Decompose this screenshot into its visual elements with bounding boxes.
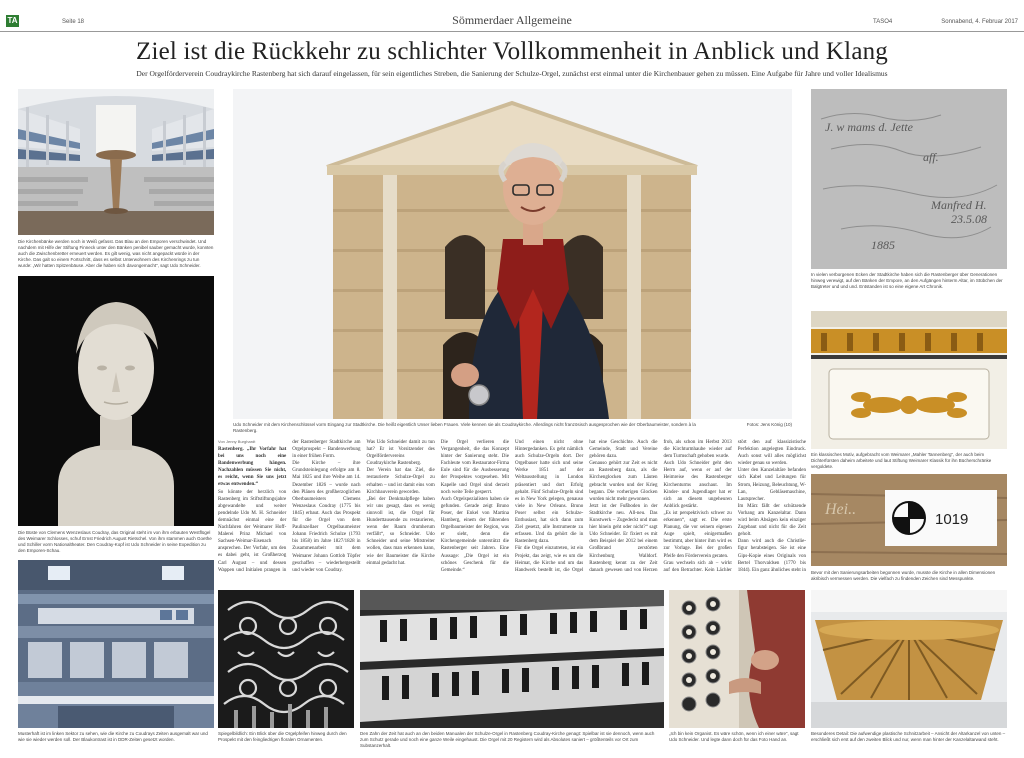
gilded-ornament-photo [811,311,1007,449]
organ-stops-caption: „Ich bin kein Organist. Es wäre schön, wenn ich einer wäre“, sagt Udo Schneider. Und legte dann doch für das Foto Hand an. [669,731,799,743]
issue-date: Sonnabend, 4. Februar 2017 [941,19,1018,25]
svg-text:23.5.08: 23.5.08 [951,212,987,226]
article-paragraph: Die Kirche – ihre Grundsteinlegung erfolgte am 8. Mai 1825 und ihre Weihe am 14. Dezember 1826 – wurde nach den Plänen des großherzoglichen Oberbaumeisters Clemens Wenzeslaus Coudray (1775 bis 1845) erbaut. Auch das Prospekt für die Orgel von dem Paulinzellaer Orgelbaumeister Johann Friedrich Schulze (1793 bis 1858) im Jahre 1827/1828 in Zusammenarbeit mit dem Weimarer Johann Gottlob Töpfer geschaffen – wiederhergestellt und wieder von Coudray. [292,461,361,573]
organ-stops-photo [669,590,805,728]
article-paragraph: Die Orgel verlieren die Vergangenheit, die das Konzept hinter der Sanierung steht. Die Fachleute vom Restaurator-Firma Eule sind für die Ausbesserung der Prospektes vorgesehen. Mit Kapelle und Orgel sind derzeit noch weite Teile gesperrt. [440,440,509,495]
wood-inscription-photo [811,89,1007,269]
page-number: Seite 18 [62,19,85,25]
article-paragraph: Und einen nicht ohne Hintergedanken. Es geht nämlich auch Schulze-Orgeln dort. Der Orgelbauer hatte sich und seine Werke 1851 auf der Weltausstellung in London präsentiert und dort Erfolg gehabt. Fünf Schulze-Orgeln sind es in New York gelegen, genauso viele in New Orleans. Bruno Poser selbst ein Schulze-Enthusiast, hat sich dann zum Ziel gesetzt, alle Instrumente zu erfassen. Und da gehört die in Rastenberg dazu. [515,440,584,545]
organ-keyboard-caption: Den Zahn der Zeit hat auch an den beiden Manualen der Schulze-Orgel in Rastenberg Coudray-Kirche genagt: Spielbar ist sie dennoch, wenn auch zum Schutz gerade und noch eine ganze Weile eingehaust. Die Orgel mit 20 Registern wird als Absolutes saniert – größtenteils vor Ort zum Substanzerhalt. [360,731,655,749]
article-paragraph: Genauso gehört zur Zeit es nicht an Rastenberg dazu, als die Kirchenglocken zum Läuten gebracht wurden und der Krieg begann. Die vorherigen Glocken wurden nicht mehr gewonnen. [589,461,658,502]
gallery-stairs-photo [18,560,214,728]
carved-ceiling-caption: Besonderes Detail: Die aufwendige plastische Schnitzarbeit – Ansicht der Altarkanzel von unten – erschließt sich erst auf den zweiten Blick und nur, wenn man hinter der Kanzelaltarwand steht. [811,731,1006,743]
survey-marker-caption: Bevor mit den Sanierungsarbeiten begonnen wurde, musste die Kirche in allen Dimensionen akribisch vermessen werden. Die vielfach zu findenden Zeichen sind Messpunkte. [811,570,996,582]
main-photo-udo-schneider [233,89,792,419]
organ-grille-caption: Spiegelbildlich: Ein Blick über die Orgelpfeifen hinweg durch den Prospekt mit den feingliedrigen floralen Ornamenten. [218,731,347,743]
article-byline: Von Jenny Burghardt [218,439,256,444]
svg-text:aff.: aff. [923,150,939,164]
article-paragraph: Dann wird auch die Christlie-figur herabsteigen. Sie ist eine Gips-Kopie eines Originals von Bertel Thorvaldsen (1770 bis 1844). Ein ganz ähnliches steht in [737,539,806,573]
article-paragraph: Grau wechseln sich ab – wirkt auf den Betrachter. Kein Lächler stört den auf klassizistische Perfektion angelegten Eindruck. Auch sonst will alles möglichst wieder genau so werden. [663,440,806,573]
article-paragraph: So könnte der herzlich von Rastenberg im Stiftstiftungsjahre abgewandelte und weiter pendelnde Udo M. H. Schneider demnächst einmal eine der Nachfahren der Weimarer Hoff-Malerei Prinz Michael von Sachsen-Weimar-Eisenach ansprechen. Der Vorfahr, um den es dabei geht, ist Großherzog Carl August – und dessen Wappen und Initialen prangen in der Rastenberger Stadtkirche am Orgelprospekt – Bandenwerbung in einer frühen Form. [218,440,361,573]
article-paragraph: Der Verein hat das Ziel, die restaurierte Schulze-Orgel zu erhalten – und ist damit eins vom Kirchbauverein geworden. [366,468,435,495]
article-paragraph: Unter den Kanzelaltäre befanden sich Kabel und Leitungen für Strom, Heizung, Beleuchtung, W-Lan, Gebläsemaschine, Lautsprecher. [737,468,806,502]
article-paragraph: Jetzt ist der Fußboden in der Stadtkirche neu. All-neu. Das Kunstwerk – Zugedeckt und man hier hinein geht oder nicht?“ sagt Udo Schneider. Er fixiert es mit dem Beispiel der 2012 bei einem Großbrand zerstörten Kirchenburg Walldorf. Rastenberg kennt zu der Zeit danach gewesen und von Herzen froh, als schon im Herbst 2013 die Kirchturmhaube wieder auf dem Turmschaft gehoben wurde. [589,440,732,573]
article-paragraph: Für die Orgel einzutreten, ist ein Projekt, das zeigt, wie es um die Heimat, die Kirche und um das Handwerk bestellt ist, die Orgel hat eine Geschichte. Auch die Gemeinde, Stadt und Vereine gehören dazu. [515,440,658,573]
article-paragraph: Rastenberg. „Ihr Vorfahr hat bei uns noch eine Bandenwerbung hängen. Nachzahlen müssen Sie nicht, es reicht, wenn Sie uns jetzt etwas entwenden.“ [218,447,287,488]
svg-text:Hei..: Hei.. [825,501,857,518]
article-headline: Ziel ist die Rückkehr zu schlichter Vollkommenheit in Anblick und Klang [135,38,889,65]
photo-credit: Fotos: Jens König (10) [746,422,792,427]
article-body [218,439,806,579]
article-subheadline: Der Orgelförderverein Coudraykirche Rastenberg hat sich darauf eingelassen, für sein eigentliches Streben, die Sanierung der Schulze-Orgel, zunächst erst einmal unter die Kirchenbauer gehen zu müssen. Eine Aufgabe für Jahre und voller Idealismus [136,69,888,78]
gallery-stairs-caption: Musterhaft ist im linken Sektor zu sehen, wie die Kirche zu Coudrays Zeiten ausgemalt war und wie sie wieder werden soll. Der Blaukontrast ist in DDR-Zeiten gesetzt worden. [18,731,208,743]
carved-ceiling-photo [811,590,1007,728]
edition-code: TASO4 [873,19,893,25]
inscription-caption: In vielen verborgenen Ecken der Stadtkirche haben sich die Rastenberger über Generationen hinweg verewigt, auf den Bänken der Empore, an den Aufgängen hinterm Altar, im Stübchen der Balgtreter und und und. Entstanden ist so eine eigene Art Chronik. [811,272,1003,290]
article-paragraph: Auch Orgelspezialisten haben sie gefunden. Gerade zeigt Bruno Poser, der Enkel von Martina Hamberg, einem der führenden Orgelbaumeister der Region, was er sieht, denn die Kirchengemeinde unterstützt die Rastenberger seit Jahren. Eine Aussage: „Die Orgel ist ein schönes Geschenk für die Gemeinde.“ [440,496,509,573]
svg-text:Manfred H.: Manfred H. [931,198,987,212]
newspaper-logo: TA [7,16,18,25]
organ-grille-photo [218,590,354,728]
article-paragraph: Im März fällt der schützende Vorhang am Kanzelaltar. Dann wird beim Absägen kein einziger Zugebaut und nicht für die Zeit geholt. [737,503,806,538]
survey-marker-photo [811,474,1007,566]
svg-text:1885: 1885 [871,238,895,252]
coudray-bust-photo [18,276,214,526]
bust-caption: Die Büste von Clemens Wenzeslaus Coudray, das Original steht im von ihm erbauten Westflügel des Weimarer Schlosses, schuf Ernst Friedrich August Rietschel. Von ihm stammen auch Goethe und Schiller vorm Nationaltheater. Den Coudray-Kopf ist Udo Schneider in seine Expedition zu den Emporen-Schau. [18,530,212,554]
article-paragraph: Auch Udo Schneider geht den Herrn auf, wenn er auf der Heimreise des Rastenberger Kirchenturms anschaut. Im Kinder- und Jugendlager hat er sich an diesem ungeheuren Anblick gestärkt. [663,461,732,509]
organ-keyboard-photo [360,590,664,728]
article-paragraph: Was Udo Schneider damit zu tun hat? Er ist Vorsitzender des Orgelfördervereins Coudraykirche Rastenberg. [366,440,435,467]
church-interior-caption: Die Kirchenbänke werden noch in Weiß gefasst. Das Blau an den Emporen verschwindet. Und nachdem mit Hilfe der Stiftung Finneck unter den Bänken penibel sauber gemacht wurde, konnten auch die Zwischenbretter erneuert werden. Es gilt wenig, was nicht angepackt würde in der Kirche. Das galt so einem Fortschritt, dass es selbst Unterwohnern des Kirchenrings zu tun wurde: „Wir hatten Spitzenbäuse. Aber die haben sich davongemacht“, sagt Udo Schneider. [18,239,214,269]
article-paragraph: „Es ist perspektivisch schwer zu erkennen“, sagt er. Die erste Planung, die vor seinem eigenen Auge spielt, einigermaßen bestimmt, aber hinter ihm wird es zur Vorlage. Bei der großen Pfeife den Förderverein geraten. [663,510,732,559]
main-photo-caption: Udo Schneider mit dem Kirchenschlüssel vorm Eingang zur Stadtkirche. Die heißt eigentlich Unser lieben Frauen. Viele kennen sie als Coudraykirche. Allerdings nicht französisch ausgesprochen wie der Oberbaumeister, sondern à la Rastenberg. [233,422,696,434]
ornament-caption: Ein klassisches Motiv, aufgebracht vom Weimarer „Mahler Tannenberg“, der auch beim Dichterfürsten daheim arbeitete und laut Stiftung Weimarer Klassik für ihn Bücherschränke vergoldete. [811,452,992,470]
article-paragraph: „Bei der Denkmalpflege haben wir uns gesagt, dass es wenig sinnvoll ist, die Orgel für Hunderttausende zu restaurieren, wenn der Raum drumherum verfällt“, so Schneider. Udo Schneider und seine Mitstreiter wollen, dass man erkennen kann, wie der Baumeister die Kirche einmal gedacht hat. [366,496,435,566]
church-interior-photo [18,89,214,235]
newspaper-section-title: Sömmerdaer Allgemeine [452,13,572,27]
survey-marker-number: 1019 [935,511,969,528]
svg-text:J. w mams d. Jette: J. w mams d. Jette [825,120,913,134]
page-header [0,12,1024,32]
